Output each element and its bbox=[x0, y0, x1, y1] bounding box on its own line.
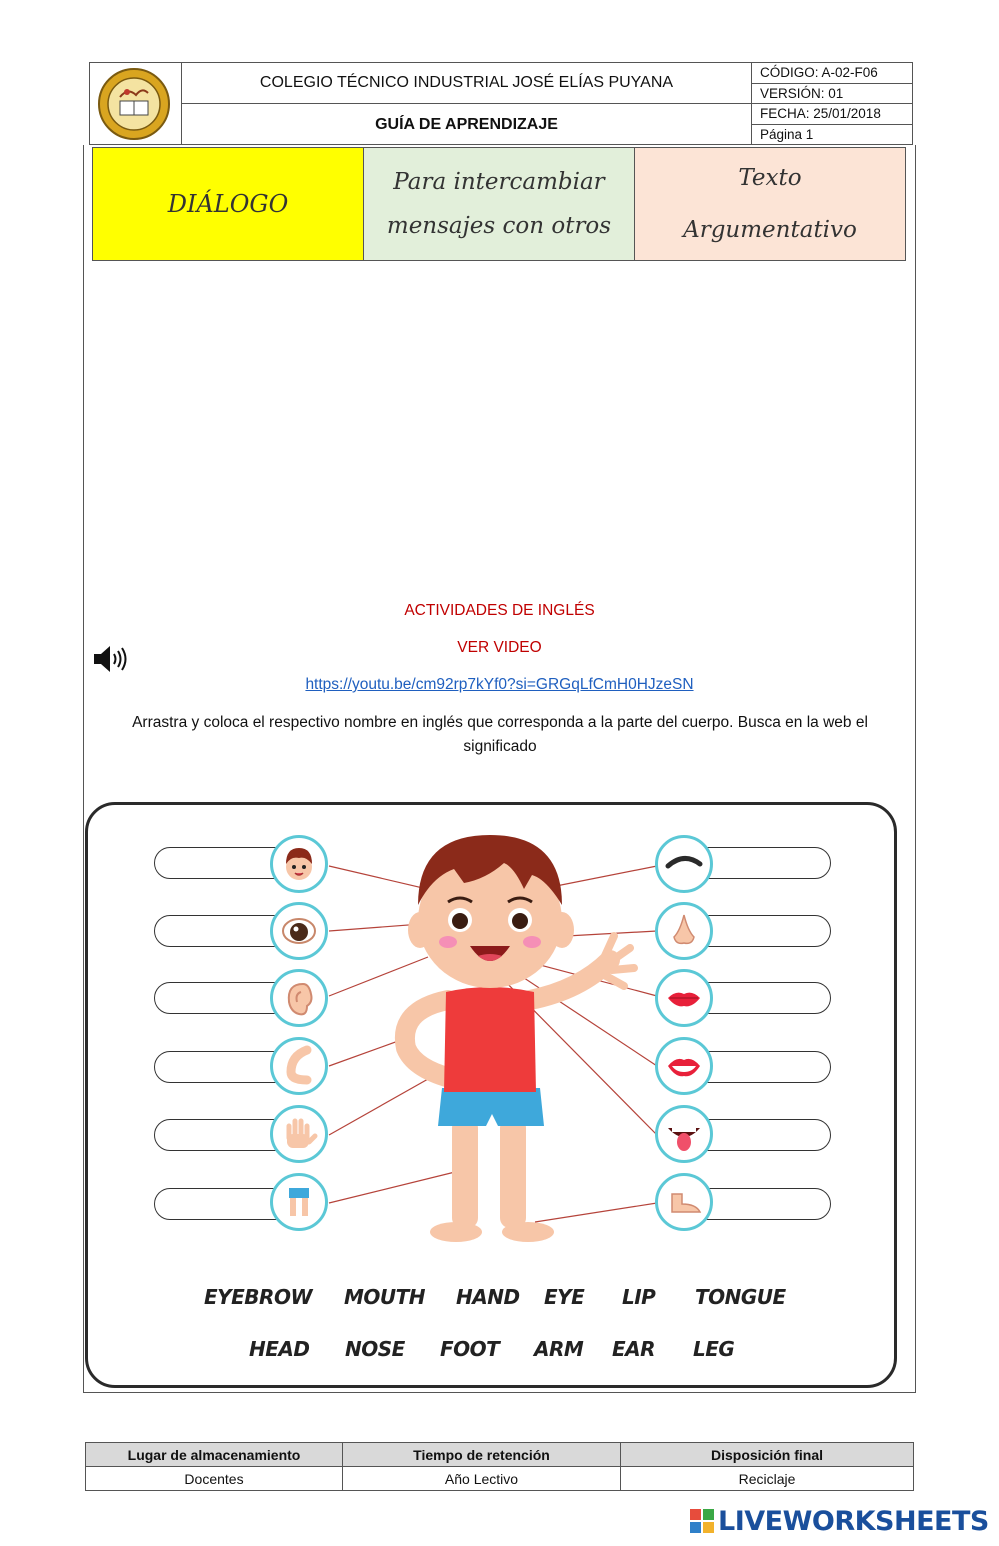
doc-date: FECHA: 25/01/2018 bbox=[752, 104, 913, 125]
eye-icon bbox=[270, 902, 328, 960]
tongue-icon bbox=[655, 1105, 713, 1163]
banner-purpose-line1: Para intercambiar bbox=[393, 169, 605, 195]
word-leg[interactable]: LEG bbox=[693, 1337, 735, 1361]
ear-icon bbox=[270, 969, 328, 1027]
col-storage: Lugar de almacenamiento bbox=[86, 1443, 343, 1467]
activity-title: ACTIVIDADES DE INGLÉS bbox=[404, 602, 595, 619]
mouth-icon bbox=[655, 1037, 713, 1095]
word-ear[interactable]: EAR bbox=[612, 1337, 656, 1361]
word-lip[interactable]: LIP bbox=[622, 1285, 656, 1309]
retention-table-row bbox=[86, 1467, 914, 1491]
doc-code: CÓDIGO: A-02-F06 bbox=[752, 63, 913, 84]
video-link[interactable]: https://youtu.be/cm92rp7kYf0?si=GRGqLfCmH0HJzeSN bbox=[305, 676, 694, 693]
banner-purpose-line2: mensajes con otros bbox=[386, 213, 612, 239]
word-hand[interactable]: HAND bbox=[456, 1285, 520, 1309]
hand-icon bbox=[270, 1105, 328, 1163]
col-retention: Tiempo de retención bbox=[343, 1443, 621, 1467]
leg-icon bbox=[270, 1173, 328, 1231]
word-mouth[interactable]: MOUTH bbox=[344, 1285, 426, 1309]
watch-video-label: VER VIDEO bbox=[457, 639, 542, 656]
liveworksheets-brand[interactable] bbox=[690, 1503, 989, 1539]
nose-icon bbox=[655, 902, 713, 960]
brand-text: LIVEWORKSHEETS bbox=[718, 1505, 989, 1537]
col-disposition: Disposición final bbox=[621, 1443, 914, 1467]
instructions: Arrastra y coloca el respectivo nombre en inglés que corresponda a la parte del cuerpo. Busca en la web el significado bbox=[132, 714, 868, 755]
word-eyebrow[interactable]: EYEBROW bbox=[204, 1285, 313, 1309]
foot-icon bbox=[655, 1173, 713, 1231]
retention-table-header bbox=[86, 1443, 914, 1467]
retention-table bbox=[85, 1442, 914, 1491]
word-head[interactable]: HEAD bbox=[249, 1337, 310, 1361]
word-nose[interactable]: NOSE bbox=[345, 1337, 405, 1361]
banner-text-type-line2: Argumentativo bbox=[683, 217, 857, 243]
cell-storage: Docentes bbox=[86, 1467, 343, 1491]
word-tongue[interactable]: TONGUE bbox=[695, 1285, 786, 1309]
doc-version: VERSIÓN: 01 bbox=[752, 84, 913, 105]
word-arm[interactable]: ARM bbox=[534, 1337, 584, 1361]
eyebrow-icon bbox=[655, 835, 713, 893]
cell-retention: Año Lectivo bbox=[343, 1467, 621, 1491]
word-eye[interactable]: EYE bbox=[544, 1285, 585, 1309]
cell-disposition: Reciclaje bbox=[621, 1467, 914, 1491]
guide-title: GUÍA DE APRENDIZAJE bbox=[375, 115, 558, 133]
arm-icon bbox=[270, 1037, 328, 1095]
banner-text-type-line1: Texto bbox=[738, 165, 802, 191]
head-icon bbox=[270, 835, 328, 893]
school-name: COLEGIO TÉCNICO INDUSTRIAL JOSÉ ELÍAS PUYANA bbox=[182, 63, 751, 104]
doc-page: Página 1 bbox=[760, 126, 814, 142]
lip-icon bbox=[655, 969, 713, 1027]
liveworksheets-logo-icon bbox=[690, 1509, 714, 1533]
banner-dialogo-text: DIÁLOGO bbox=[167, 190, 289, 218]
word-foot[interactable]: FOOT bbox=[440, 1337, 500, 1361]
